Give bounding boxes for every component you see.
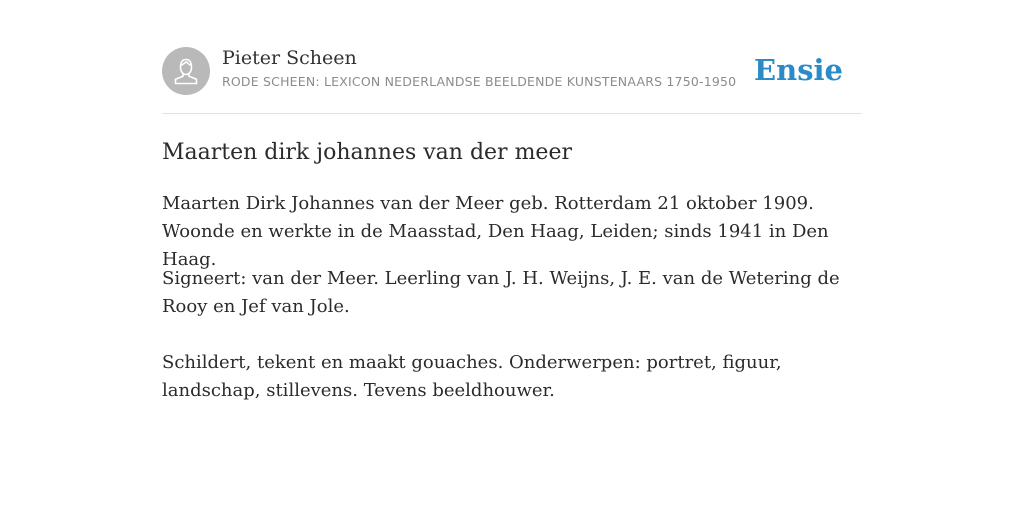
author-name[interactable]: Pieter Scheen <box>222 47 357 69</box>
article-paragraph: Schildert, tekent en maakt gouaches. Onderwerpen: portret, figuur, landschap, stillevens. Tevens beeldhouwer. <box>162 352 782 401</box>
article-paragraph: Signeert: van der Meer. Leerling van J. H. Weijns, J. E. van de Wetering de Rooy en Jef van Jole. <box>162 268 840 317</box>
header-divider <box>162 113 862 114</box>
author-header <box>162 46 862 96</box>
user-silhouette-icon[interactable] <box>162 47 210 95</box>
article-paragraph: Maarten Dirk Johannes van der Meer geb. Rotterdam 21 oktober 1909. Woonde en werkte in de Maasstad, Den Haag, Leiden; sinds 1941 in Den Haag. <box>162 193 829 270</box>
article-title: Maarten dirk johannes van der meer <box>162 140 572 165</box>
source-label[interactable]: RODE SCHEEN: LEXICON NEDERLANDSE BEELDENDE KUNSTENAARS 1750-1950 <box>222 74 737 89</box>
avatar-graphic <box>162 47 210 95</box>
ensie-logo[interactable]: Ensie <box>754 53 843 87</box>
